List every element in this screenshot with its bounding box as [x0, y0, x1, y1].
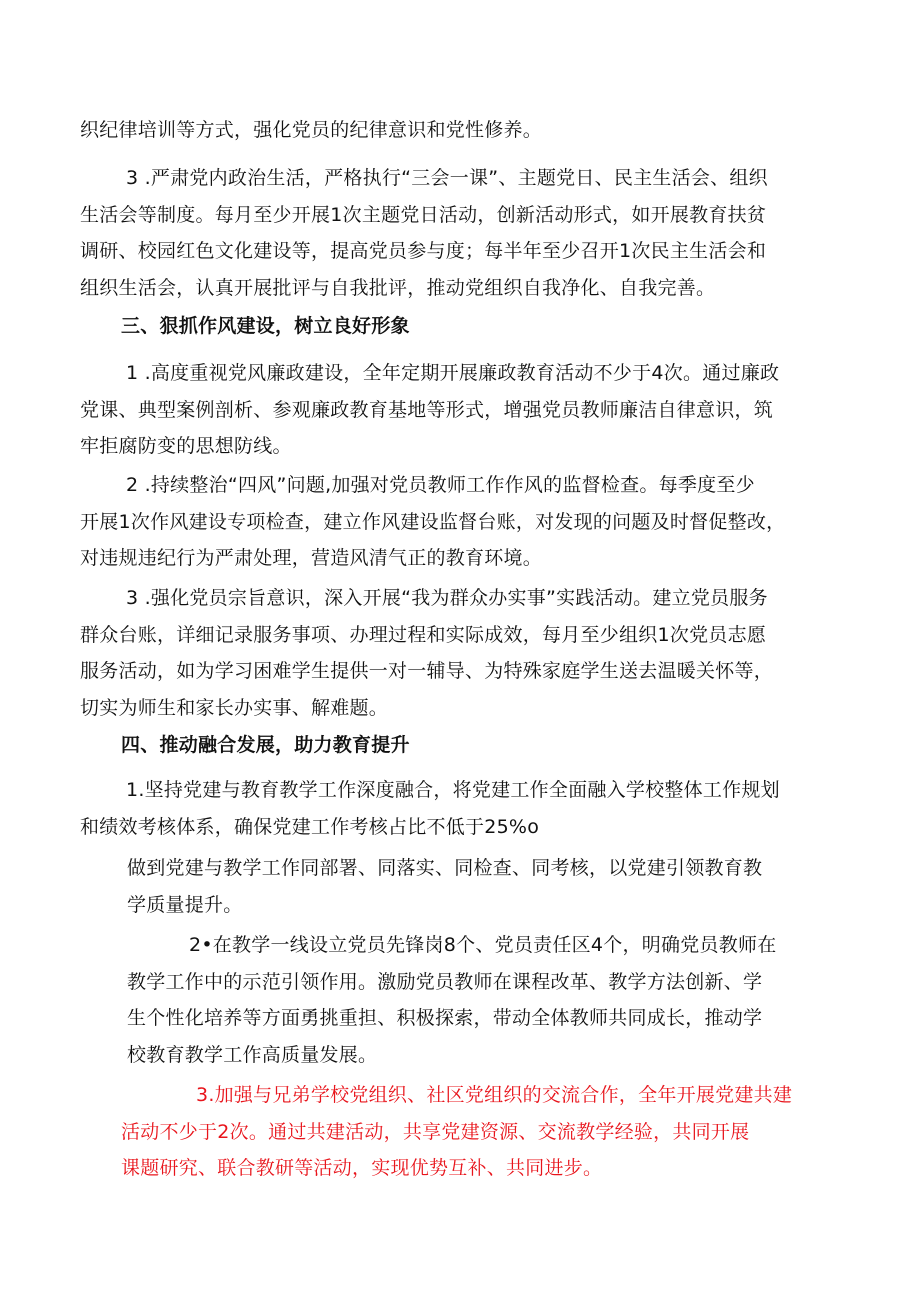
- paragraph-political-life: [80, 160, 820, 306]
- text-line: 织纪律培训等方式，强化党员的纪律意识和党性修养。: [80, 119, 543, 141]
- text-line: 2 .持续整治“四风”问题,加强对党员教师工作作风的监督检查。每季度至少: [126, 474, 755, 496]
- text-line: 2•在教学一线设立党员先锋岗8个、党员责任区4个，明确党员教师在: [189, 934, 777, 956]
- text-line: 开展1次作风建设专项检查，建立作风建设监督台账，对发现的问题及时督促整改，: [80, 510, 786, 533]
- heading-text: 四、推动融合发展，助力教育提升: [121, 734, 410, 756]
- paragraph-pioneer-posts: [123, 927, 823, 1073]
- paragraph-integration: [80, 772, 820, 845]
- text-line: [80, 1077, 820, 1114]
- text-line: 教学工作中的示范引领作用。激励党员教师在课程改革、教学方法创新、学: [127, 970, 763, 993]
- text-line: 生活会等制度。每月至少开展1次主题党日活动，创新活动形式，如开展教育扶贫: [80, 203, 767, 226]
- text-line: 3 .强化党员宗旨意识，深入开展“我为群众办实事”实践活动。建立党员服务: [126, 587, 768, 609]
- text-line: 1 .高度重视党风廉政建设，全年定期开展廉政教育活动不少于4次。通过廉政: [126, 362, 780, 384]
- text-line: 活动不少于2次。通过共建活动，共享党建资源、交流教学经验，共同开展: [121, 1120, 750, 1143]
- text-line: 学质量提升。: [127, 893, 243, 916]
- paragraph-same-deployment: [123, 850, 823, 923]
- paragraph-discipline-training-tail: [80, 112, 820, 149]
- text-line: 切实为师生和家长办实事、解难题。: [80, 696, 389, 719]
- paragraph-anti-corruption: [80, 355, 820, 465]
- paragraph-four-winds: [80, 467, 820, 577]
- text-line: 牢拒腐防变的思想防线。: [80, 435, 292, 457]
- text-line: 对违规违纪行为严肃处理，营造风清气正的教育环境。: [80, 547, 543, 569]
- text-line: 生个性化培养等方面勇挑重担、积极探索，带动全体教师共同成长，推动学: [127, 1007, 763, 1029]
- text-line: 服务活动，如为学习困难学生提供一对一辅导、为特殊家庭学生送去温暖关怀等，: [80, 660, 774, 682]
- text-line: 1.坚持党建与教育教学工作深度融合，将党建工作全面融入学校整体工作规划: [126, 779, 780, 801]
- text-line: 3 .严肃党内政治生活，严格执行“三会一课”、主题党日、民主生活会、组织: [126, 167, 768, 189]
- text-line: 做到党建与教学工作同部署、同落实、同检查、同考核，以党建引领教育教: [127, 857, 763, 879]
- section-heading-4: [80, 727, 861, 764]
- section-heading-3: [80, 308, 861, 345]
- paragraph-joint-building: [80, 1077, 820, 1187]
- text-line: 群众台账，详细记录服务事项、办理过程和实际成效，每月至少组织1次党员志愿: [80, 623, 767, 646]
- paragraph-serve-the-people: [80, 580, 820, 726]
- text-line: 调研、校园红色文化建设等，提高党员参与度；每半年至少召开1次民主生活会和: [80, 240, 767, 262]
- text-line: 课题研究、联合教研等活动，实现优势互补、共同进步。: [121, 1157, 603, 1179]
- text-line: 校教育教学工作高质量发展。: [127, 1043, 378, 1066]
- text-line: 和绩效考核体系，确保党建工作考核占比不低于25%o: [80, 815, 540, 838]
- text-line: 党课、典型案例剖析、参观廉政教育基地等形式，增强党员教师廉洁自律意识，筑: [80, 398, 774, 421]
- red-text-segment: 3.加强与兄弟学校党: [196, 1084, 369, 1106]
- red-text-segment: 组织、社区党组织的交流合作，全年开展党建共建: [368, 1084, 793, 1106]
- heading-text: 三、狠抓作风建设，树立良好形象: [121, 315, 410, 337]
- text-line: 组织生活会，认真开展批评与自我批评，推动党组织自我净化、自我完善。: [80, 276, 716, 299]
